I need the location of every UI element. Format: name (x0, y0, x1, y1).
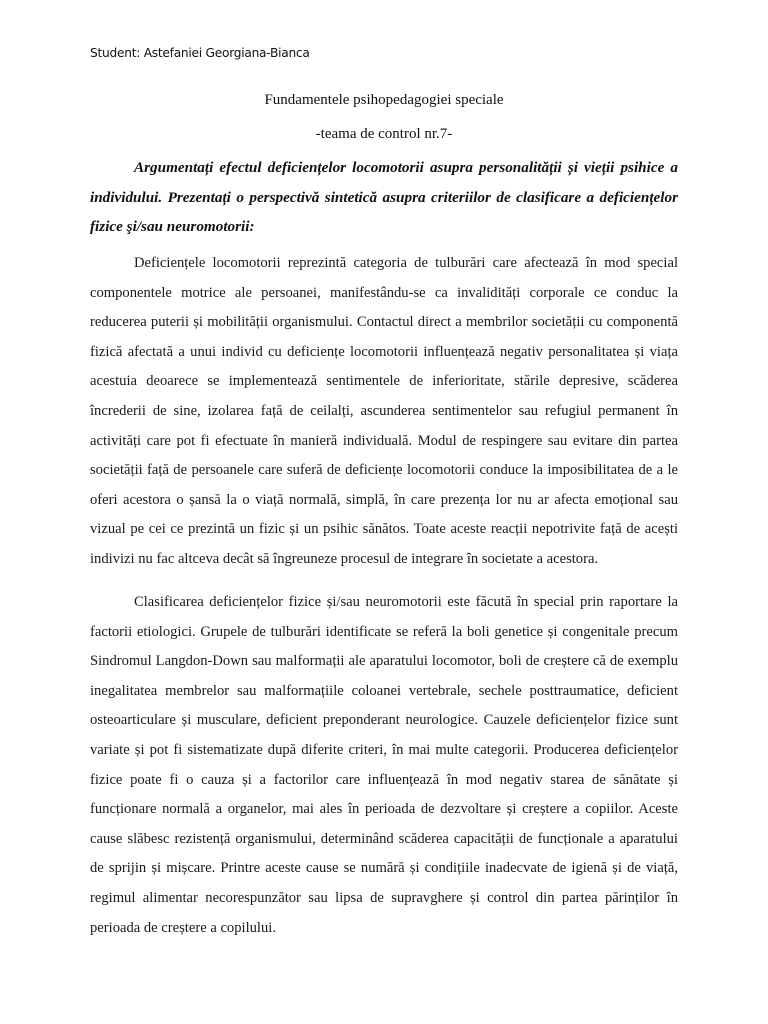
student-name: Student: Astefaniei Georgiana-Bianca (90, 46, 310, 60)
body-paragraph-1: Deficiențele locomotorii reprezintă categoria de tulburări care afectează în mod special componentele motrice ale persoanei, manifestându-se ca invalidități corporale ce conduc la reducerea puterii și mobilității organismului. Contactul direct a membrilor societății cu componentă fizică afectată a unui individ cu deficiențe locomotorii influențează negativ personalitatea și viața acestuia deoarece se implementează sentimentele de inferioritate, stările depresive, scăderea încrederii de sine, izolarea față de ceilalți, ascunderea sentimentelor sau refugiul permanent în activități care pot fi efectuate în manieră individuală. Modul de respingere sau evitare din partea societății față de persoanele care suferă de deficiențe locomotorii conduce la imposibilitatea de a le oferi acestora o șansă la o viață normală, simplă, în care prezența lor nu ar afecta emoțional sau vizual pe cei ce prezintă un fizic și un psihic sănătos. Toate aceste reacții nepotrivite față de acești indivizi nu fac altceva decât să îngreuneze procesul de integrare în societate a acestora. (90, 255, 678, 567)
course-title: Fundamentele psihopedagogiei speciale (264, 92, 504, 108)
assignment-subtitle: -teama de control nr.7- (315, 126, 453, 142)
assignment-question: Argumentați efectul deficiențelor locomotorii asupra personalității și vieții psihice a individului. Prezentați o perspectivă sintetică asupra criteriilor de clasificare a deficiențelor fizice şi/sau neuromotorii: (90, 159, 678, 235)
body-paragraph-2: Clasificarea deficiențelor fizice și/sau neuromotorii este făcută în special prin raportare la factorii etiologici. Grupele de tulburări identificate se referă la boli genetice și congenitale precum Sindromul Langdon-Down sau malformații ale aparatului locomotor, boli de creștere că de exemplu inegalitatea membrelor sau malformațiile coloanei vertebrale, sechele posttraumatice, deficient osteoarticulare și musculare, deficient preponderant neurologice. Cauzele deficiențelor fizice sunt variate și pot fi sistematizate după diferite criteri, în mai multe categorii. Producerea deficiențelor fizice poate fi o cauza și a factorilor care influențează în mod negativ starea de sănătate și funcționare normală a organelor, mai ales în perioada de dezvoltare și creștere a copiilor. Aceste cause slăbesc rezistență organismului, determinând scăderea capacității de funcționale a aparatului de sprijin și mișcare. Printre aceste cause se numără și condițiile inadecvate de igienă și de viață, regimul alimentar necorespunzător sau lipsa de supravghere și control din partea părinților în perioada de creștere a copilului. (90, 594, 678, 936)
